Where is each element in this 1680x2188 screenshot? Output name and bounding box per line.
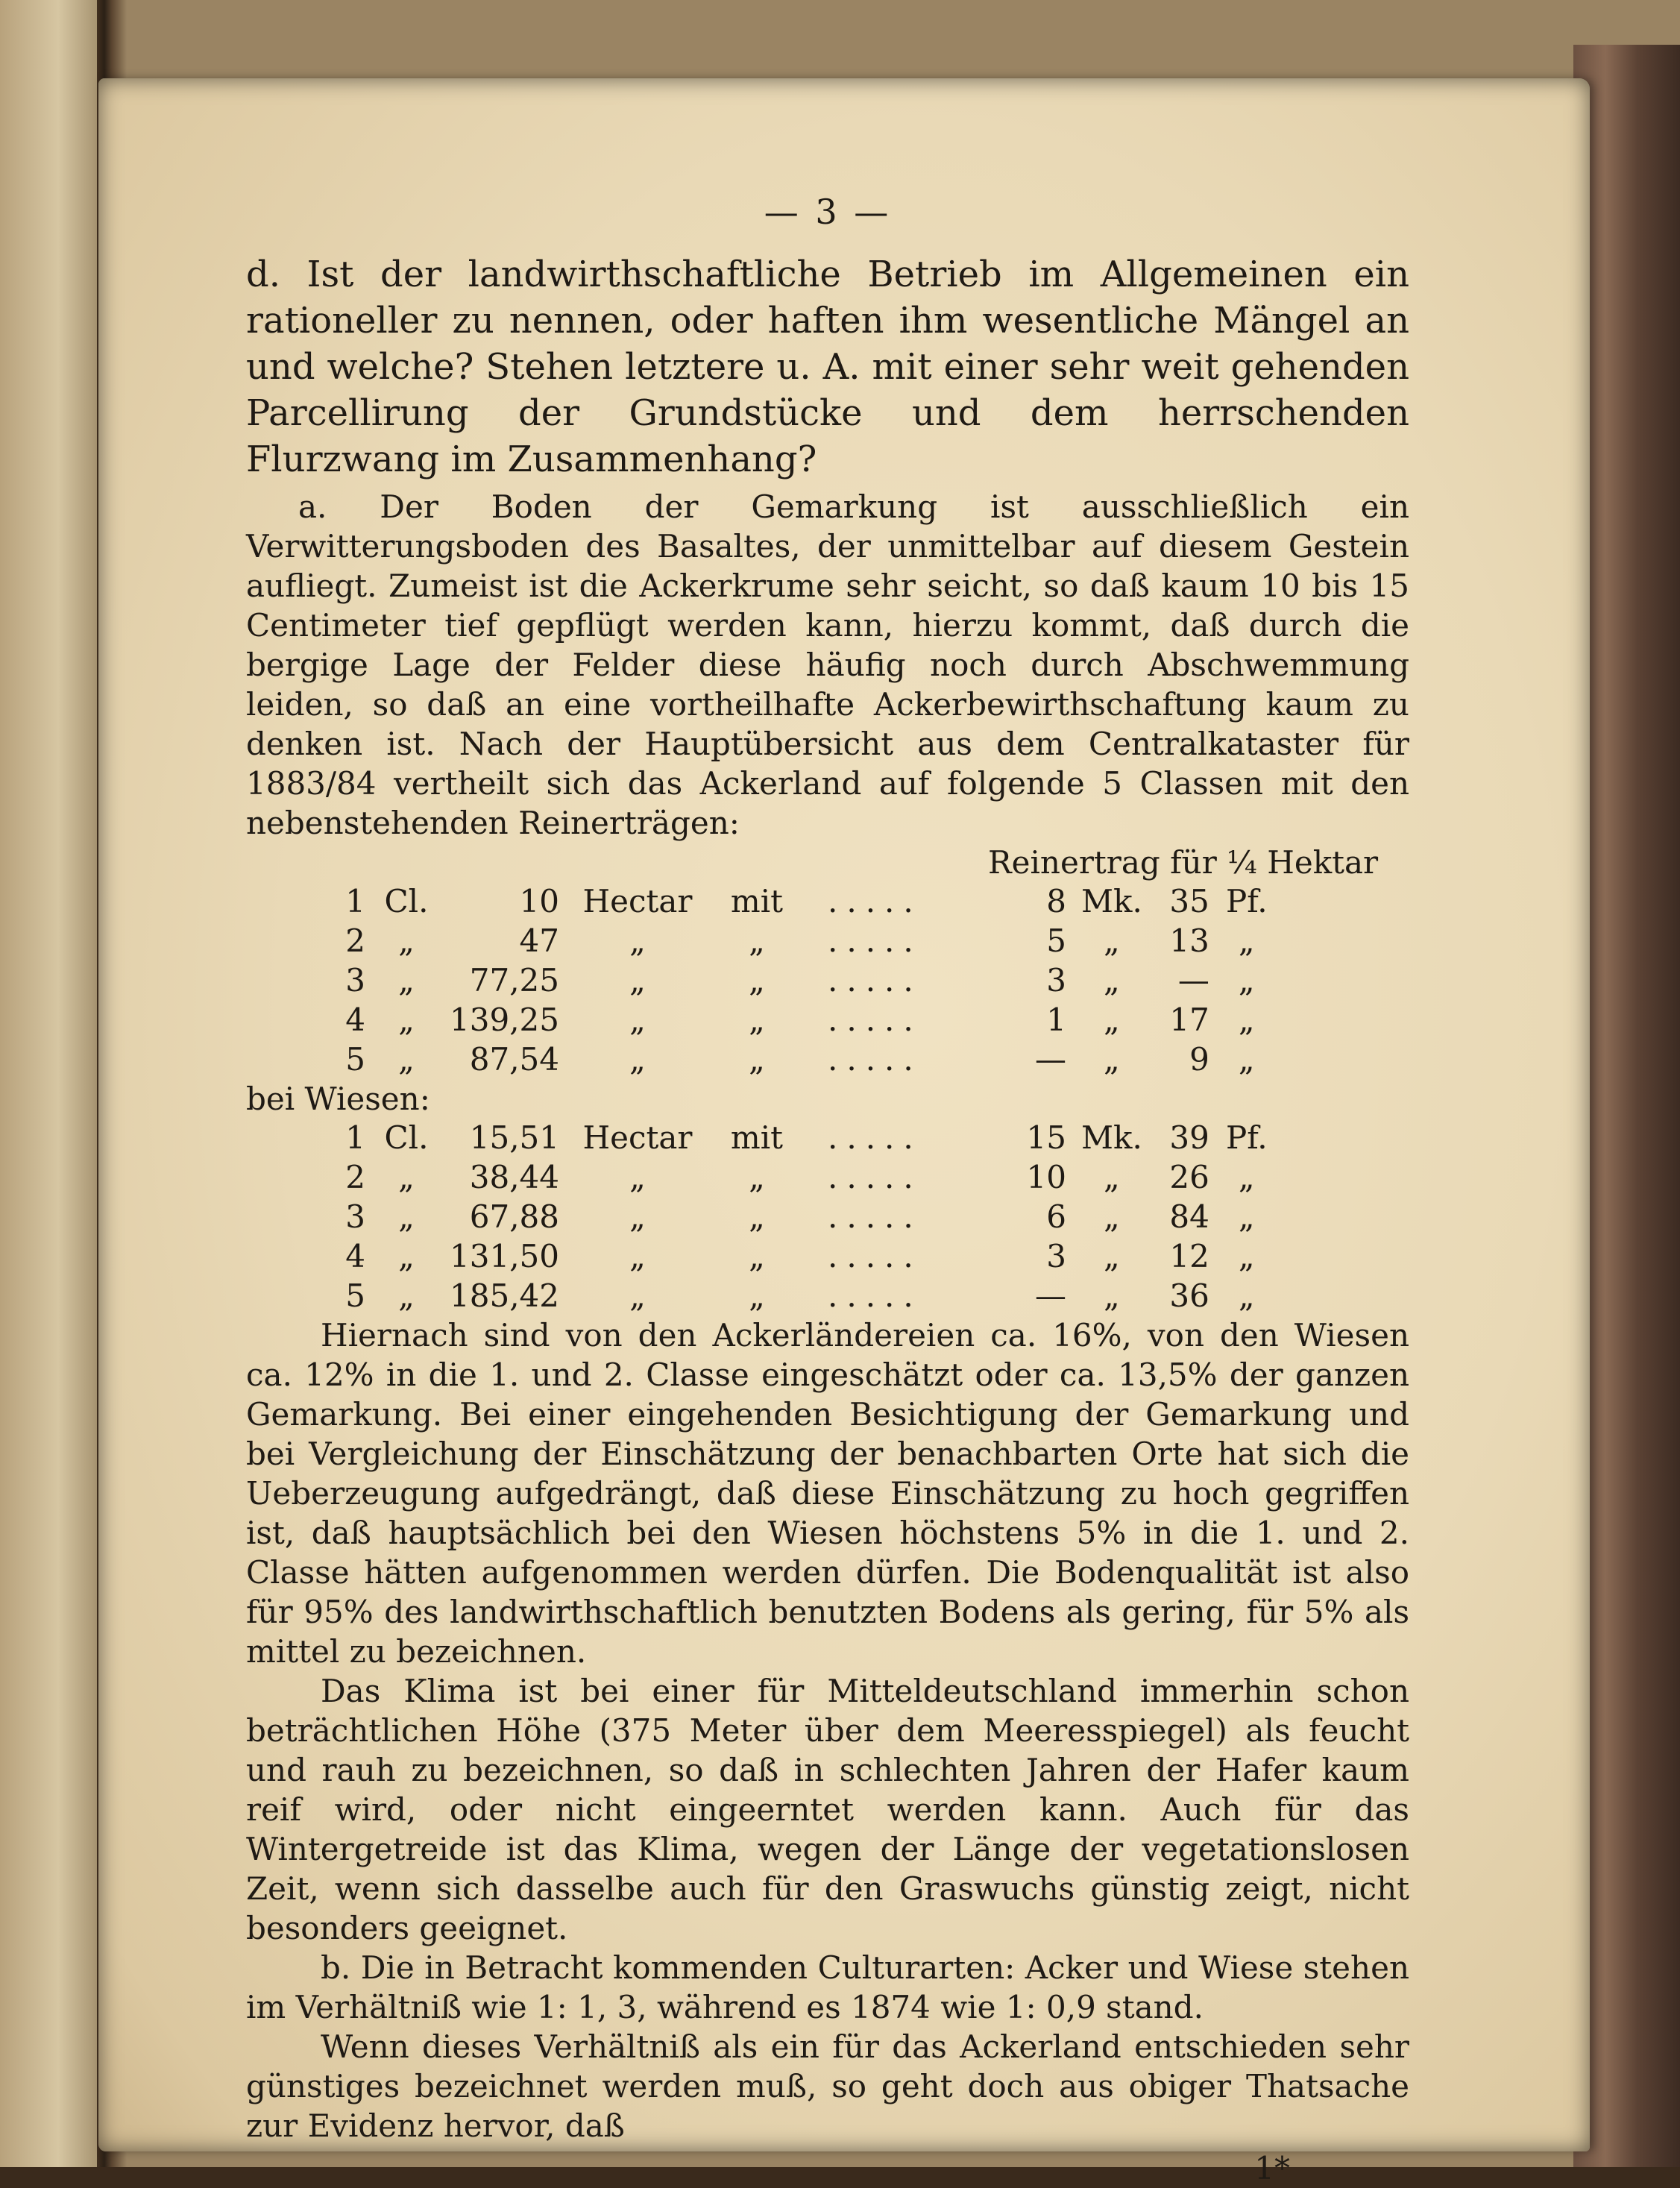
area-value: 47	[519, 922, 559, 959]
acker-table	[328, 881, 1277, 1079]
pfennig-value: 39	[1169, 1119, 1209, 1156]
area-value: 131,50	[450, 1238, 559, 1274]
table-row	[328, 921, 1277, 961]
hectar-label: „	[629, 1277, 646, 1314]
page-content	[246, 192, 1409, 2188]
paragraph-a: a. Der Boden der Gemarkung ist ausschließlich ein Verwitterungsboden des Basaltes, der unmittelbar auf diesem Gestein aufliegt. Zumeist ist die Ackerkrume sehr seicht, so daß kaum 10 bis 15 Centimeter tief gepflügt werden kann, hierzu kommt, daß durch die bergige Lage der Felder diese häufig noch durch Abschwemmung leiden, so daß an eine vortheilhafte Ackerbewirthschaftung kaum zu denken ist. Nach der Hauptübersicht aus dem Centralkataster für 1883/84 vertheilt sich das Ackerland auf folgende 5 Classen mit den nebenstehenden Reinerträgen:	[246, 488, 1409, 841]
class-number: 1	[345, 883, 365, 919]
table-row	[328, 1000, 1277, 1040]
table-row	[328, 1236, 1277, 1276]
pfennig-unit: Pf.	[1225, 1119, 1268, 1156]
class-number: 5	[345, 1277, 365, 1314]
paragraph-b: b. Die in Betracht kommenden Culturarten: Acker und Wiese stehen im Verhältniß wie 1: 1, 3, während es 1874 wie 1: 0,9 stand.	[246, 1949, 1409, 2025]
mark-value: —	[1035, 1041, 1066, 1078]
hectar-label: Hectar	[582, 883, 693, 919]
leader-dots: .....	[828, 1198, 922, 1235]
mit-label: „	[749, 1041, 765, 1078]
mit-label: „	[749, 1159, 765, 1195]
paragraph-hiernach: Hiernach sind von den Ackerländereien ca. 16%, von den Wiesen ca. 12% in die 1. und 2. Classe eingeschätzt oder ca. 13,5% der ganzen Gemarkung. Bei einer eingehenden Besichtigung der Gemarkung und bei Vergleichung der Einschätzung der benachbarten Orte hat sich die Ueberzeugung aufgedrängt, daß diese Einschätzung zu hoch gegriffen ist, daß hauptsächlich bei den Wiesen höchstens 5% in die 1. und 2. Classe hätten aufgenommen werden dürfen. Die Bodenqualität ist also für 95% des landwirthschaftlich benutzten Bodens als gering, für 5% als mittel zu bezeichnen.	[246, 1317, 1409, 1670]
mark-unit: „	[1104, 1041, 1120, 1078]
mit-label: „	[749, 1198, 765, 1235]
mit-label: „	[749, 1277, 765, 1314]
paragraph-wenn: Wenn dieses Verhältniß als ein für das Ackerland entschieden sehr günstiges bezeichnet werden muß, so geht doch aus obiger Thatsache zur Evidenz hervor, daß	[246, 2028, 1409, 2144]
wiesen-table	[328, 1118, 1277, 1315]
question-d: d. Ist der landwirthschaftliche Betrieb im Allgemeinen ein rationeller zu nennen, oder haften ihm wesentliche Mängel an und welche? Stehen letztere u. A. mit einer sehr weit gehenden Parcellirung der Grundstücke und dem herrschenden Flurzwang im Zusammenhang?	[246, 254, 1409, 480]
pfennig-value: 17	[1169, 1002, 1209, 1038]
leader-dots: .....	[828, 1238, 922, 1274]
pfennig-unit: „	[1238, 1198, 1255, 1235]
pfennig-unit: „	[1238, 1159, 1255, 1195]
pfennig-value: —	[1177, 962, 1209, 999]
table-row	[328, 961, 1277, 1000]
area-value: 15,51	[469, 1119, 559, 1156]
pfennig-unit: „	[1238, 922, 1255, 959]
class-unit: „	[398, 1198, 415, 1235]
mit-label: „	[749, 1002, 765, 1038]
mark-unit: Mk.	[1081, 1119, 1142, 1156]
hectar-label: „	[629, 1041, 646, 1078]
class-unit: „	[398, 1159, 415, 1195]
class-number: 1	[345, 1119, 365, 1156]
class-unit: Cl.	[384, 1119, 429, 1156]
table-row	[328, 1040, 1277, 1079]
pfennig-value: 35	[1169, 883, 1209, 919]
pfennig-value: 9	[1189, 1041, 1209, 1078]
class-number: 3	[345, 1198, 365, 1235]
table-row	[328, 1157, 1277, 1197]
table-row	[328, 1118, 1277, 1157]
class-number: 5	[345, 1041, 365, 1078]
mit-label: mit	[730, 883, 784, 919]
hectar-label: „	[629, 922, 646, 959]
pfennig-value: 13	[1169, 922, 1209, 959]
leader-dots: .....	[828, 883, 922, 919]
pfennig-value: 12	[1169, 1238, 1209, 1274]
hectar-label: „	[629, 1002, 646, 1038]
class-unit: Cl.	[384, 883, 429, 919]
class-unit: „	[398, 1238, 415, 1274]
mark-value: 3	[1046, 962, 1066, 999]
class-number: 4	[345, 1238, 365, 1274]
book-page	[98, 78, 1590, 2187]
class-number: 2	[345, 922, 365, 959]
signature-mark: 1*	[1254, 2150, 1290, 2187]
previous-page-edge	[0, 0, 97, 2167]
leader-dots: .....	[828, 1041, 922, 1078]
hectar-label: Hectar	[582, 1119, 693, 1156]
mark-value: 6	[1046, 1198, 1066, 1235]
reinertrag-header: Reinertrag für ¼ Hektar	[988, 844, 1379, 881]
area-value: 139,25	[450, 1002, 559, 1038]
area-value: 77,25	[469, 962, 559, 999]
hectar-label: „	[629, 1198, 646, 1235]
pfennig-unit: „	[1238, 962, 1255, 999]
mark-unit: „	[1104, 962, 1120, 999]
mark-unit: „	[1104, 1159, 1120, 1195]
pfennig-unit: „	[1238, 1277, 1255, 1314]
area-value: 10	[519, 883, 559, 919]
mark-value: 3	[1046, 1238, 1066, 1274]
mark-value: —	[1035, 1277, 1066, 1314]
hectar-label: „	[629, 1159, 646, 1195]
mark-unit: „	[1104, 1277, 1120, 1314]
pfennig-value: 36	[1169, 1277, 1209, 1314]
class-unit: „	[398, 1277, 415, 1314]
leader-dots: .....	[828, 1159, 922, 1195]
mark-unit: „	[1104, 1198, 1120, 1235]
class-unit: „	[398, 922, 415, 959]
mit-label: mit	[730, 1119, 784, 1156]
area-value: 38,44	[469, 1159, 559, 1195]
page-number: — 3 —	[764, 192, 892, 232]
class-number: 4	[345, 1002, 365, 1038]
class-number: 2	[345, 1159, 365, 1195]
pfennig-value: 84	[1169, 1198, 1209, 1235]
class-number: 3	[345, 962, 365, 999]
mark-value: 1	[1046, 1002, 1066, 1038]
mark-value: 5	[1046, 922, 1066, 959]
hectar-label: „	[629, 962, 646, 999]
hectar-label: „	[629, 1238, 646, 1274]
table-row	[328, 1197, 1277, 1236]
area-value: 67,88	[469, 1198, 559, 1235]
class-unit: „	[398, 1002, 415, 1038]
area-value: 185,42	[450, 1277, 559, 1314]
class-unit: „	[398, 1041, 415, 1078]
mark-value: 15	[1026, 1119, 1066, 1156]
pfennig-unit: „	[1238, 1041, 1255, 1078]
paragraph-klima: Das Klima ist bei einer für Mitteldeutschland immerhin schon beträchtlichen Höhe (375 Meter über dem Meeresspiegel) als feucht und rauh zu bezeichnen, so daß in schlechten Jahren der Hafer kaum reif wird, oder nicht eingeerntet werden kann. Auch für das Wintergetreide ist das Klima, wegen der Länge der vegetationslosen Zeit, wenn sich dasselbe auch für den Graswuchs günstig zeigt, nicht besonders geeignet.	[246, 1673, 1409, 1946]
pfennig-unit: „	[1238, 1238, 1255, 1274]
mit-label: „	[749, 922, 765, 959]
leader-dots: .....	[828, 922, 922, 959]
pfennig-unit: Pf.	[1225, 883, 1268, 919]
leader-dots: .....	[828, 1277, 922, 1314]
mit-label: „	[749, 962, 765, 999]
wiesen-label: bei Wiesen:	[246, 1081, 430, 1117]
class-unit: „	[398, 962, 415, 999]
mark-value: 10	[1026, 1159, 1066, 1195]
leader-dots: .....	[828, 1119, 922, 1156]
area-value: 87,54	[469, 1041, 559, 1078]
mark-unit: „	[1104, 1002, 1120, 1038]
table-row	[328, 881, 1277, 921]
mark-unit: „	[1104, 922, 1120, 959]
mark-unit: „	[1104, 1238, 1120, 1274]
pfennig-value: 26	[1169, 1159, 1209, 1195]
mark-unit: Mk.	[1081, 883, 1142, 919]
leader-dots: .....	[828, 1002, 922, 1038]
leader-dots: .....	[828, 962, 922, 999]
table-row	[328, 1276, 1277, 1315]
mit-label: „	[749, 1238, 765, 1274]
pfennig-unit: „	[1238, 1002, 1255, 1038]
mark-value: 8	[1046, 883, 1066, 919]
